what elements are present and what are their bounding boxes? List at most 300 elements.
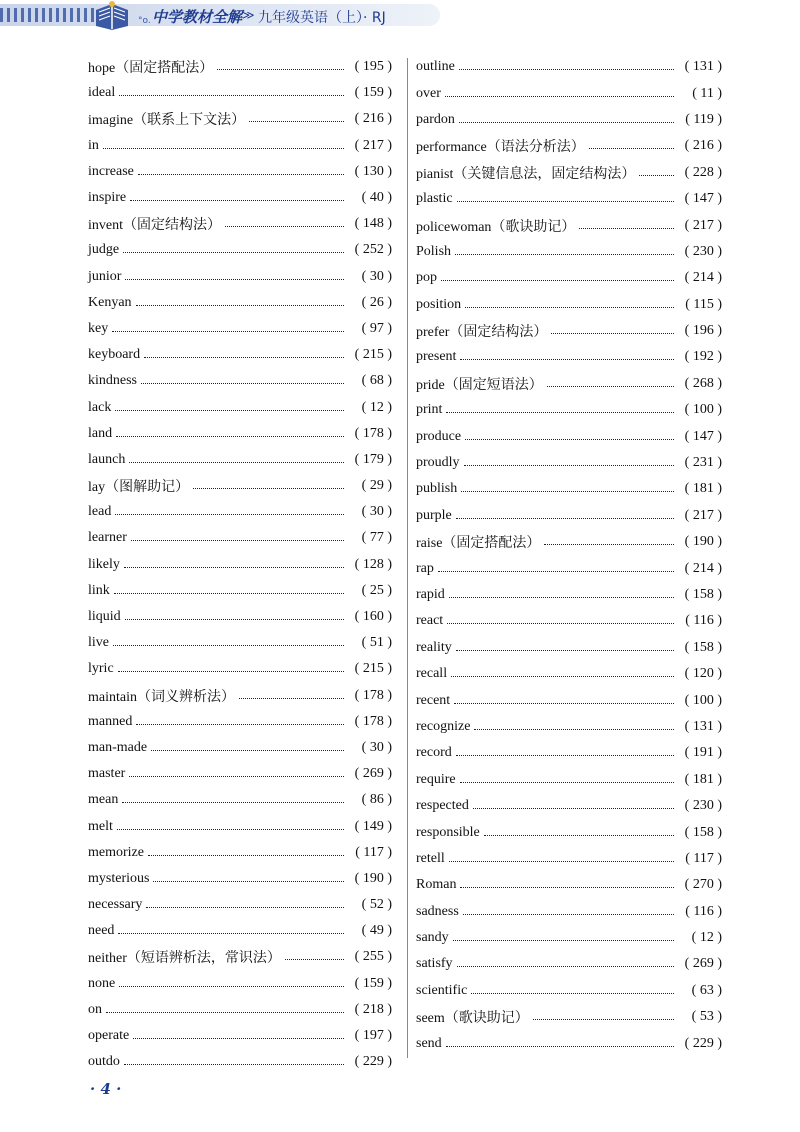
index-entry (88, 290, 392, 316)
entry-word: in (88, 137, 99, 153)
entry-word: over (416, 85, 441, 101)
entry-word: memorize (88, 844, 144, 860)
entry-word: on (88, 1001, 102, 1017)
dot-leader (136, 304, 344, 306)
entry-word: sandy (416, 930, 449, 946)
entry-word: judge (88, 242, 120, 258)
entry-page: ( 197 ) (354, 1028, 392, 1044)
index-entry (88, 1049, 392, 1075)
index-entry (88, 683, 392, 709)
entry-word: kindness (88, 373, 137, 389)
dot-leader (447, 622, 674, 624)
index-entry (88, 866, 392, 892)
dot-leader (249, 120, 344, 122)
index-entry (416, 292, 722, 318)
dot-leader (460, 781, 674, 783)
entry-word: rapid (416, 587, 445, 602)
dot-leader (446, 411, 674, 413)
entry-word: retell (416, 850, 445, 866)
index-entry (416, 767, 722, 793)
index-entry (88, 368, 392, 394)
dot-leader (449, 596, 674, 598)
dot-leader (455, 253, 674, 255)
dot-leader (118, 932, 344, 934)
entry-word: lack (88, 399, 112, 415)
dot-leader (454, 702, 674, 704)
entry-page: ( 228 ) (684, 164, 722, 180)
entry-word: prefer（固定结构法） (416, 325, 548, 341)
index-entry (88, 578, 392, 604)
entry-page: ( 270 ) (684, 877, 722, 893)
entry-word: Polish (416, 243, 452, 259)
entry-word: mysterious (88, 870, 150, 886)
index-entry (416, 925, 722, 951)
entry-page: ( 190 ) (354, 870, 392, 886)
entry-word: rap (416, 560, 434, 576)
entry-page: ( 192 ) (684, 349, 722, 365)
index-entry (416, 212, 722, 238)
entry-word: present (416, 349, 457, 365)
entry-page: ( 215 ) (354, 347, 392, 363)
entry-word: link (88, 582, 110, 598)
dot-leader (579, 227, 674, 229)
entry-word: Roman (416, 877, 457, 893)
entry-page: ( 158 ) (684, 639, 722, 655)
entry-page: ( 147 ) (684, 428, 722, 444)
entry-page: ( 29 ) (361, 478, 392, 494)
dot-leader (106, 1011, 344, 1013)
entry-word: recent (416, 692, 451, 708)
dot-leader (115, 409, 344, 411)
entry-page: ( 147 ) (684, 191, 722, 207)
entry-word: none (88, 975, 116, 991)
dot-leader (449, 860, 674, 862)
index-entry (88, 997, 392, 1023)
entry-word: learner (88, 530, 127, 546)
entry-word: reality (416, 639, 452, 655)
entry-page: ( 131 ) (684, 59, 722, 75)
index-entry (416, 265, 722, 291)
dot-leader (103, 147, 344, 149)
dot-leader (153, 880, 344, 882)
index-entry (88, 604, 392, 630)
entry-word: mean (88, 792, 119, 808)
dot-leader (441, 279, 674, 281)
entry-page: ( 128 ) (354, 556, 392, 572)
entry-word: hope（固定搭配法） (88, 61, 214, 77)
index-entry (416, 318, 722, 344)
dot-leader (225, 225, 344, 227)
dot-leader (115, 513, 344, 515)
dot-leader (119, 94, 344, 96)
entry-page: ( 63 ) (691, 982, 722, 998)
entry-page: ( 268 ) (684, 375, 722, 391)
dot-leader (144, 356, 344, 358)
index-entry (416, 160, 722, 186)
entry-word: raise（固定搭配法） (416, 536, 541, 552)
entry-page: ( 51 ) (361, 635, 392, 651)
entry-word: operate (88, 1028, 130, 1044)
index-column-right (416, 54, 722, 1057)
index-entry (88, 630, 392, 656)
dot-leader (138, 173, 344, 175)
entry-word: pride（固定短语法） (416, 377, 543, 393)
entry-word: imagine（联系上下文法） (88, 113, 246, 129)
book-subtitle: 九年级英语（上）· RJ (258, 10, 386, 26)
index-entry (416, 54, 722, 80)
entry-page: ( 116 ) (685, 613, 722, 629)
index-entry (88, 761, 392, 787)
index-entry (416, 951, 722, 977)
index-entry (88, 525, 392, 551)
entry-page: ( 26 ) (361, 294, 392, 310)
entry-word: ideal (88, 85, 116, 101)
index-entry (88, 473, 392, 499)
index-entry (416, 1030, 722, 1056)
entry-page: ( 77 ) (361, 530, 392, 546)
entry-page: ( 191 ) (684, 745, 722, 761)
entry-page: ( 231 ) (684, 455, 722, 471)
entry-word: master (88, 766, 126, 782)
index-entry (416, 423, 722, 449)
index-entry (416, 529, 722, 555)
index-entry (88, 54, 392, 80)
entry-word: live (88, 635, 109, 651)
dot-leader (473, 807, 674, 809)
dot-leader (114, 592, 344, 594)
dot-leader (124, 566, 344, 568)
dot-leader (239, 697, 344, 699)
entry-word: publish (416, 481, 458, 497)
index-entry (88, 1023, 392, 1049)
entry-page: ( 179 ) (354, 451, 392, 467)
entry-page: ( 230 ) (684, 243, 722, 259)
index-entry (88, 813, 392, 839)
entry-page: ( 178 ) (354, 687, 392, 703)
entry-word: lyric (88, 661, 114, 677)
entry-page: ( 214 ) (684, 270, 722, 286)
index-entry (416, 555, 722, 581)
index-entry (416, 661, 722, 687)
entry-word: proudly (416, 455, 460, 471)
index-entry (88, 709, 392, 735)
dot-leader (125, 278, 344, 280)
index-entry (88, 918, 392, 944)
entry-word: recognize (416, 718, 471, 734)
dot-leader (129, 775, 344, 777)
index-entry (88, 447, 392, 473)
entry-page: ( 116 ) (685, 903, 722, 919)
entry-page: ( 214 ) (684, 560, 722, 576)
entry-word: keyboard (88, 347, 141, 363)
index-entry (416, 872, 722, 898)
index-entry (88, 80, 392, 106)
dot-leader (118, 670, 344, 672)
dot-leader (456, 517, 674, 519)
entry-word: print (416, 402, 443, 418)
entry-page: ( 25 ) (361, 582, 392, 598)
entry-word: lay（图解助记） (88, 480, 190, 496)
entry-word: scientific (416, 982, 468, 998)
index-entry (416, 239, 722, 265)
index-entry (88, 264, 392, 290)
index-entry (416, 608, 722, 634)
dot-leader (136, 723, 344, 725)
entry-word: recall (416, 666, 448, 682)
dot-leader (464, 464, 674, 466)
index-entry (416, 344, 722, 370)
entry-page: ( 117 ) (685, 850, 722, 866)
dot-leader (119, 985, 344, 987)
dot-leader (285, 958, 344, 960)
entry-page: ( 229 ) (354, 1054, 392, 1070)
entry-word: launch (88, 451, 126, 467)
entry-page: ( 49 ) (361, 923, 392, 939)
dot-leader (129, 461, 344, 463)
entry-page: ( 217 ) (354, 137, 392, 153)
entry-page: ( 53 ) (691, 1009, 722, 1025)
entry-page: ( 97 ) (361, 320, 392, 336)
entry-page: ( 30 ) (361, 739, 392, 755)
entry-word: manned (88, 713, 133, 729)
entry-page: ( 252 ) (354, 242, 392, 258)
index-entry (88, 944, 392, 970)
dot-leader (547, 385, 674, 387)
index-entry (88, 394, 392, 420)
index-entry (416, 1004, 722, 1030)
entry-page: ( 158 ) (684, 587, 722, 602)
entry-page: ( 178 ) (354, 713, 392, 729)
index-entry (416, 714, 722, 740)
entry-page: ( 12 ) (691, 930, 722, 946)
entry-word: require (416, 771, 456, 787)
entry-page: ( 30 ) (361, 504, 392, 520)
entry-page: ( 196 ) (684, 323, 722, 339)
entry-page: ( 130 ) (354, 163, 392, 179)
index-entry (416, 846, 722, 872)
dot-leader (589, 147, 674, 149)
entry-word: invent（固定结构法） (88, 218, 221, 234)
entry-word: key (88, 320, 109, 336)
entry-word: likely (88, 556, 120, 572)
index-entry (416, 80, 722, 106)
entry-word: neither（短语辨析法，常识法） (88, 951, 281, 967)
index-entry (88, 971, 392, 997)
entry-page: ( 181 ) (684, 481, 722, 497)
entry-word: performance（语法分析法） (416, 140, 585, 156)
dot-leader (438, 570, 674, 572)
entry-page: ( 11 ) (692, 85, 722, 101)
index-entry (416, 635, 722, 661)
dot-leader (446, 1045, 674, 1047)
page-header (0, 0, 800, 48)
index-entry (416, 371, 722, 397)
index-entry (88, 787, 392, 813)
dot-leader (457, 965, 674, 967)
dot-leader (471, 992, 674, 994)
dot-leader (217, 68, 344, 70)
dot-leader (639, 174, 674, 176)
dot-leader (125, 618, 344, 620)
entry-page: ( 190 ) (684, 534, 722, 550)
book-logo-icon (92, 0, 132, 32)
dot-leader (193, 487, 344, 489)
entry-word: maintain（词义辨析法） (88, 689, 235, 705)
header-arrow: ≫ (242, 8, 255, 22)
dot-leader (130, 199, 344, 201)
index-entry (88, 133, 392, 159)
entry-word: melt (88, 818, 113, 834)
dot-leader (456, 649, 674, 651)
dot-leader (113, 644, 344, 646)
column-divider (407, 58, 408, 1058)
entry-word: increase (88, 163, 134, 179)
entry-page: ( 119 ) (685, 111, 722, 127)
index-entry (416, 978, 722, 1004)
index-column-left (88, 54, 392, 1075)
entry-word: inspire (88, 190, 127, 206)
index-entry (88, 316, 392, 342)
entry-word: plastic (416, 191, 453, 207)
entry-word: pop (416, 270, 437, 286)
entry-page: ( 181 ) (684, 771, 722, 787)
entry-page: ( 86 ) (361, 792, 392, 808)
dot-leader (459, 68, 674, 70)
index-entry (88, 892, 392, 918)
index-entry (88, 735, 392, 761)
index-entry (416, 450, 722, 476)
entry-page: ( 178 ) (354, 425, 392, 441)
entry-word: outdo (88, 1054, 120, 1070)
entry-page: ( 120 ) (684, 666, 722, 682)
entry-word: pardon (416, 111, 455, 127)
entry-page: ( 216 ) (354, 111, 392, 127)
entry-page: ( 218 ) (354, 1001, 392, 1017)
entry-word: send (416, 1035, 442, 1051)
dot-leader (460, 358, 674, 360)
dot-leader (116, 435, 344, 437)
index-entry (416, 107, 722, 133)
index-entry (88, 840, 392, 866)
entry-page: ( 148 ) (354, 216, 392, 232)
index-entry (88, 106, 392, 132)
entry-word: react (416, 613, 444, 629)
entry-page: ( 131 ) (684, 718, 722, 734)
index-entry (416, 186, 722, 212)
entry-word: outline (416, 59, 455, 75)
dot-leader (484, 834, 674, 836)
index-entry (88, 421, 392, 447)
dot-leader (456, 754, 674, 756)
index-entry (416, 476, 722, 502)
entry-word: need (88, 923, 115, 939)
entry-word: lead (88, 504, 112, 520)
index-entry (88, 185, 392, 211)
entry-page: ( 215 ) (354, 661, 392, 677)
index-entry (416, 819, 722, 845)
entry-page: ( 40 ) (361, 190, 392, 206)
dot-leader (451, 675, 674, 677)
entry-word: Kenyan (88, 294, 132, 310)
index-entry (416, 740, 722, 766)
entry-page: ( 230 ) (684, 798, 722, 814)
dot-leader (131, 539, 344, 541)
entry-page: ( 160 ) (354, 609, 392, 625)
entry-word: satisfy (416, 956, 453, 972)
dot-leader (459, 121, 674, 123)
entry-word: land (88, 425, 113, 441)
dot-leader (533, 1018, 674, 1020)
dot-leader (123, 251, 344, 253)
page-number: · 4 · (90, 1080, 122, 1098)
dot-leader (141, 382, 344, 384)
entry-page: ( 217 ) (684, 217, 722, 233)
entry-word: sadness (416, 903, 459, 919)
entry-word: purple (416, 507, 452, 523)
dot-leader (151, 749, 344, 751)
entry-word: produce (416, 428, 462, 444)
entry-page: ( 229 ) (684, 1035, 722, 1051)
index-entry (416, 503, 722, 529)
dot-leader (124, 1063, 344, 1065)
index-entry (88, 499, 392, 525)
entry-page: ( 100 ) (684, 692, 722, 708)
entry-page: ( 100 ) (684, 402, 722, 418)
index-entry (416, 899, 722, 925)
dot-leader (122, 801, 344, 803)
dot-leader (544, 543, 674, 545)
dot-leader (463, 913, 674, 915)
dot-leader (457, 200, 674, 202)
index-entry (416, 793, 722, 819)
entry-word: liquid (88, 609, 121, 625)
header-dots: °o. (138, 16, 151, 26)
entry-page: ( 159 ) (354, 85, 392, 101)
entry-word: responsible (416, 824, 480, 840)
dot-leader (465, 306, 674, 308)
dot-leader (465, 438, 674, 440)
dot-leader (146, 906, 344, 908)
entry-word: respected (416, 798, 469, 814)
dot-leader (117, 828, 344, 830)
entry-page: ( 217 ) (684, 507, 722, 523)
entry-word: policewoman（歌诀助记） (416, 219, 576, 235)
entry-word: junior (88, 268, 122, 284)
entry-word: record (416, 745, 452, 761)
entry-page: ( 269 ) (684, 956, 722, 972)
entry-page: ( 52 ) (361, 897, 392, 913)
entry-word: pianist（关键信息法，固定结构法） (416, 166, 636, 182)
entry-page: ( 12 ) (361, 399, 392, 415)
entry-word: position (416, 296, 462, 312)
index-entry (88, 211, 392, 237)
entry-word: seem（歌诀助记） (416, 1011, 529, 1027)
entry-page: ( 158 ) (684, 824, 722, 840)
entry-page: ( 68 ) (361, 373, 392, 389)
entry-page: ( 216 ) (684, 138, 722, 154)
dot-leader (474, 728, 674, 730)
index-entry (88, 552, 392, 578)
index-entry (88, 342, 392, 368)
entry-page: ( 255 ) (354, 949, 392, 965)
index-entry (88, 159, 392, 185)
entry-page: ( 30 ) (361, 268, 392, 284)
index-entry (88, 237, 392, 263)
entry-page: ( 115 ) (685, 296, 722, 312)
entry-page: ( 117 ) (355, 844, 392, 860)
dot-leader (148, 854, 344, 856)
dot-leader (551, 332, 674, 334)
